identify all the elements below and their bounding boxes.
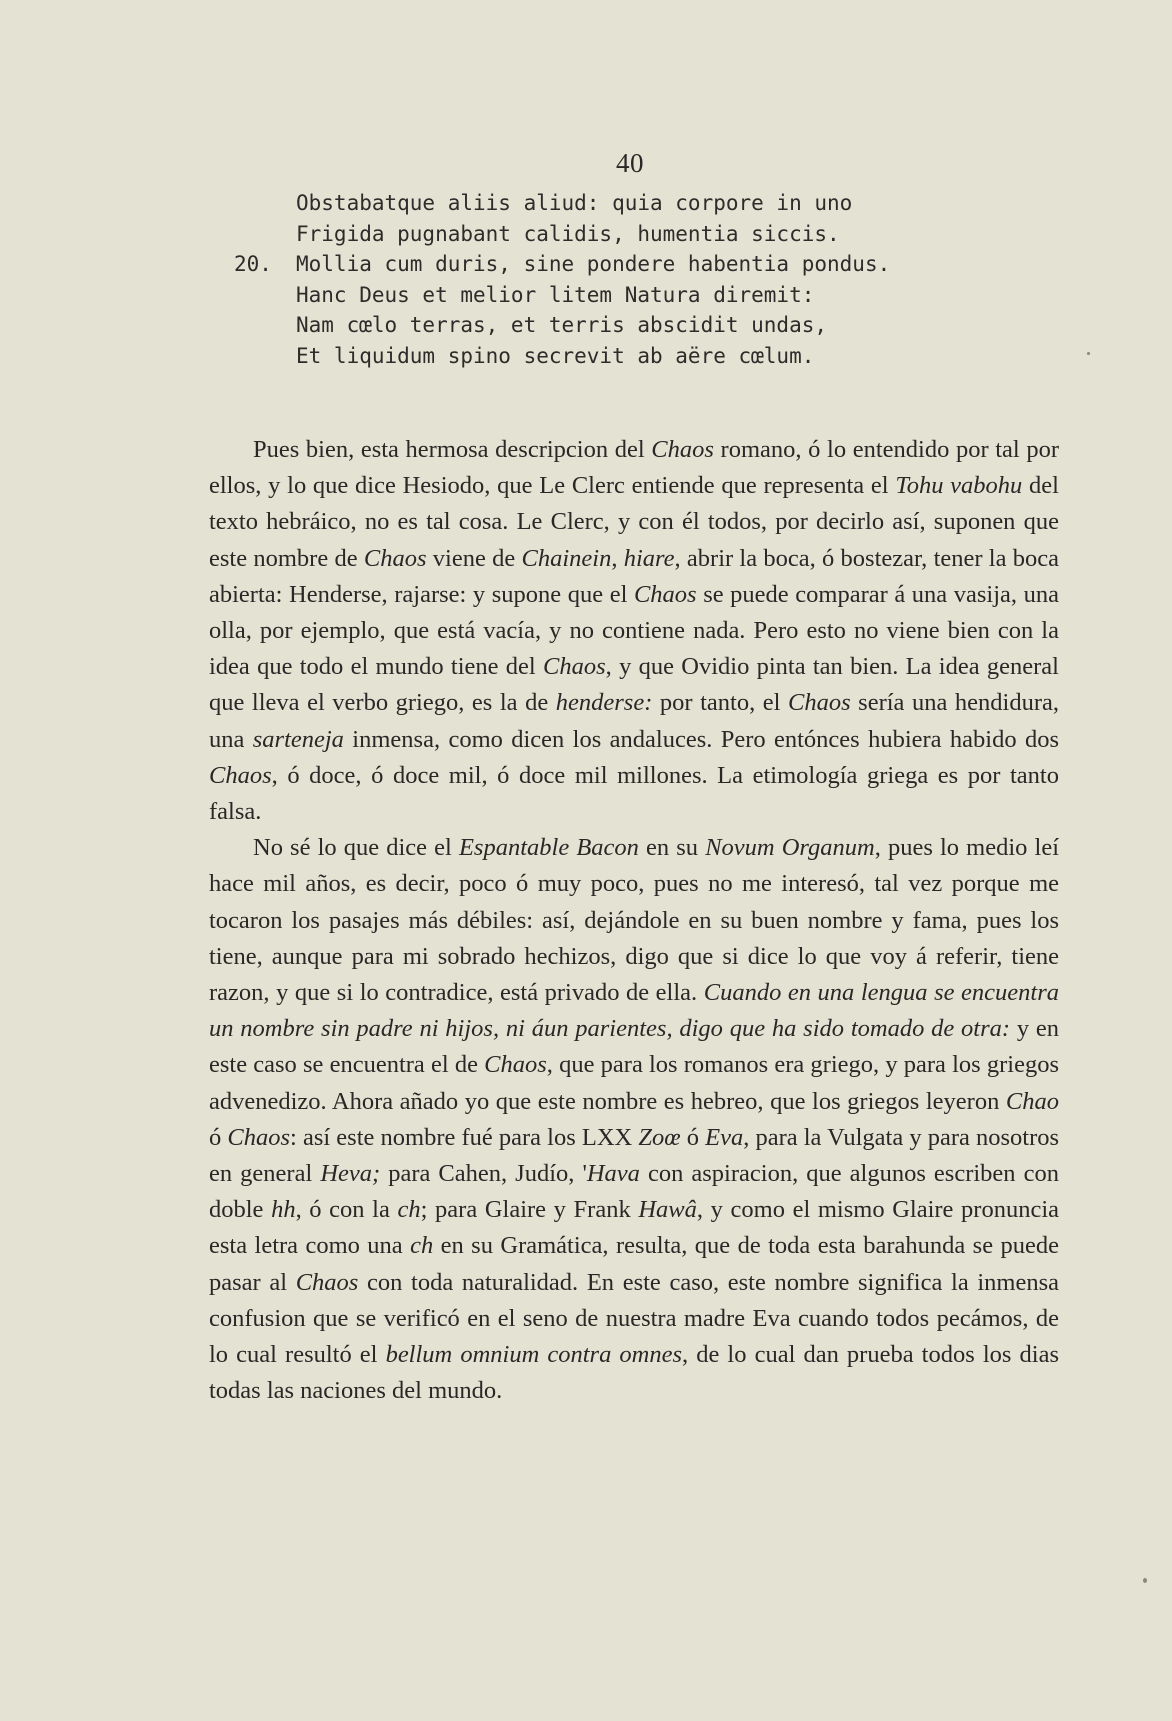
italic-run: sarteneja [252,725,344,753]
text-run: ó [680,1123,706,1151]
text-run: en su [638,834,706,862]
text-run: Pues bien, esta hermosa descripcion del [253,436,652,463]
text-run: No sé lo que dice el [253,834,459,862]
italic-run: Eva [705,1123,744,1151]
text-run: ; para Glaire y Frank [420,1196,639,1224]
text-run: del texto hebráico, no es tal cosa. Le Clerc, y con él todos, por decirlo así, suponen que este nombre de [209,472,1059,572]
text-run: , pues lo medio leí hace mil años, es decir, poco ó muy poco, pues no me interesó, tal vez porque me tocaron los pasajes más débiles: así, dejándole en su buen nombre y fama, pues los tiene, aunque para mi sobrado hechizos, digo que si dice lo que voy á referir, tiene razon, y que si lo contradice, está privado de ella. [209,834,1060,1007]
italic-run: hiare [623,544,675,572]
verse-text: Et liquidum spino secrevit ab aëre cœlum. [296,343,815,368]
italic-run: ch [410,1232,434,1260]
italic-run: Espantable Bacon [458,834,639,862]
text-run: por tanto, el [652,689,788,717]
italic-run: Hava [586,1160,640,1188]
text-run: , ó doce, ó doce mil, ó doce mil millones. La etimología griega es por tanto falsa. [209,761,1059,826]
text-run: , ó con la [295,1196,398,1224]
text-run: inmensa, como dicen los andaluces. Pero entónces hubiera habido dos [343,725,1059,753]
verse-text: Hanc Deus et melior litem Natura diremit: [296,282,815,307]
text-run: en su Gramática, resulta, que de toda esta barahunda se puede pasar al [209,1232,1059,1296]
italic-run: Chaos [633,580,697,608]
verse-text: Frigida pugnabant calidis, humentia siccis. [296,221,840,246]
verse-number: 20. [234,252,272,277]
text-run: : así este nombre fué para los LXX [290,1123,639,1151]
text-run: , y que Ovidio pinta tan bien. La idea general que lleva el verbo griego, es la de [209,653,1059,717]
verse-line [296,310,890,341]
paper-speck [1143,1578,1147,1583]
text-run: se puede comparar á una vasija, una olla, por ejemplo, que está vacía, y no contiene nada. Pero esto no viene bien con la idea que todo el mundo tiene del [209,580,1059,681]
paragraph-chaos-etymology [209,432,1059,830]
italic-run: Zoœ [638,1123,681,1151]
text-run: , para la Vulgata y para nosotros en general [209,1123,1060,1188]
text-run: romano, ó lo entendido por tal por ellos, y lo que dice Hesiodo, que Le Clerc entiende que representa el [209,436,1059,500]
text-run: , que para los romanos era griego, y para los griegos advenedizo. Ahora añado yo que este nombre es hebreo, que los griegos leyeron [209,1051,1059,1115]
verse-text: Obstabatque aliis aliud: quia corpore in uno [296,191,853,215]
text-run: viene de [426,544,522,572]
paragraph-bacon-novum-organum [209,830,1059,1409]
italic-run: Novum Organum [705,834,875,862]
latin-verse-block [234,188,891,372]
text-run: y en este caso se encuentra el de [209,1015,1060,1079]
italic-run: henderse: [555,689,653,717]
text-run: para Cahen, Judío, ' [380,1160,587,1188]
italic-run: Cuando en una lengua se encuentra un nombre sin padre ni hijos, ni áun parientes, digo que ha sido tomado de otra: [209,979,1059,1043]
verse-text: Mollia cum duris, sine pondere habentia pondus. [296,252,891,277]
text-run: , de lo cual dan prueba todos los dias todas las naciones del mundo. [209,1341,1059,1405]
italic-run: Chaos [363,544,427,572]
italic-run: Chaos [651,436,714,463]
italic-run: Chainein [521,544,612,572]
italic-run: bellum omnium contra omnes [385,1341,683,1369]
text-run: , y como el mismo Glaire pronuncia esta letra como una [209,1196,1060,1260]
italic-run: Hawâ [638,1196,697,1224]
italic-run: Chaos [295,1268,359,1296]
italic-run: Chaos [788,689,851,717]
prose-body [209,432,1059,1409]
text-run: ó [209,1123,228,1151]
verse-line [296,219,890,250]
italic-run: Chaos [543,653,606,681]
italic-run: Chao [1005,1087,1059,1115]
verse-line [296,188,890,219]
verse-line [234,249,891,280]
verse-text: Nam cœlo terras, et terris abscidit undas, [296,313,828,338]
italic-run: ch [397,1196,421,1224]
verse-line [296,341,890,372]
italic-run: hh [271,1196,296,1224]
text-run: con aspiracion, que algunos escriben con doble [209,1160,1059,1224]
italic-run: Chaos [227,1123,291,1151]
text-run: , [611,544,624,572]
verse-line [296,280,890,311]
italic-run: Tohu vabohu [895,472,1023,500]
italic-run: Heva; [320,1160,381,1188]
text-run: sería una hendidura, una [209,689,1059,753]
text-run: , abrir la boca, ó bostezar, tener la boca abierta: Henderse, rajarse: y supone que el [209,544,1059,608]
text-run: con toda naturalidad. En este caso, este nombre significa la inmensa confusion que se verificó en el seno de nuestra madre Eva cuando todos pecámos, de lo cual resultó el [209,1268,1059,1369]
italic-run: Chaos [209,761,272,789]
page-number: 40 [616,148,644,178]
paper-speck [1087,352,1090,355]
italic-run: Chaos [484,1051,547,1079]
